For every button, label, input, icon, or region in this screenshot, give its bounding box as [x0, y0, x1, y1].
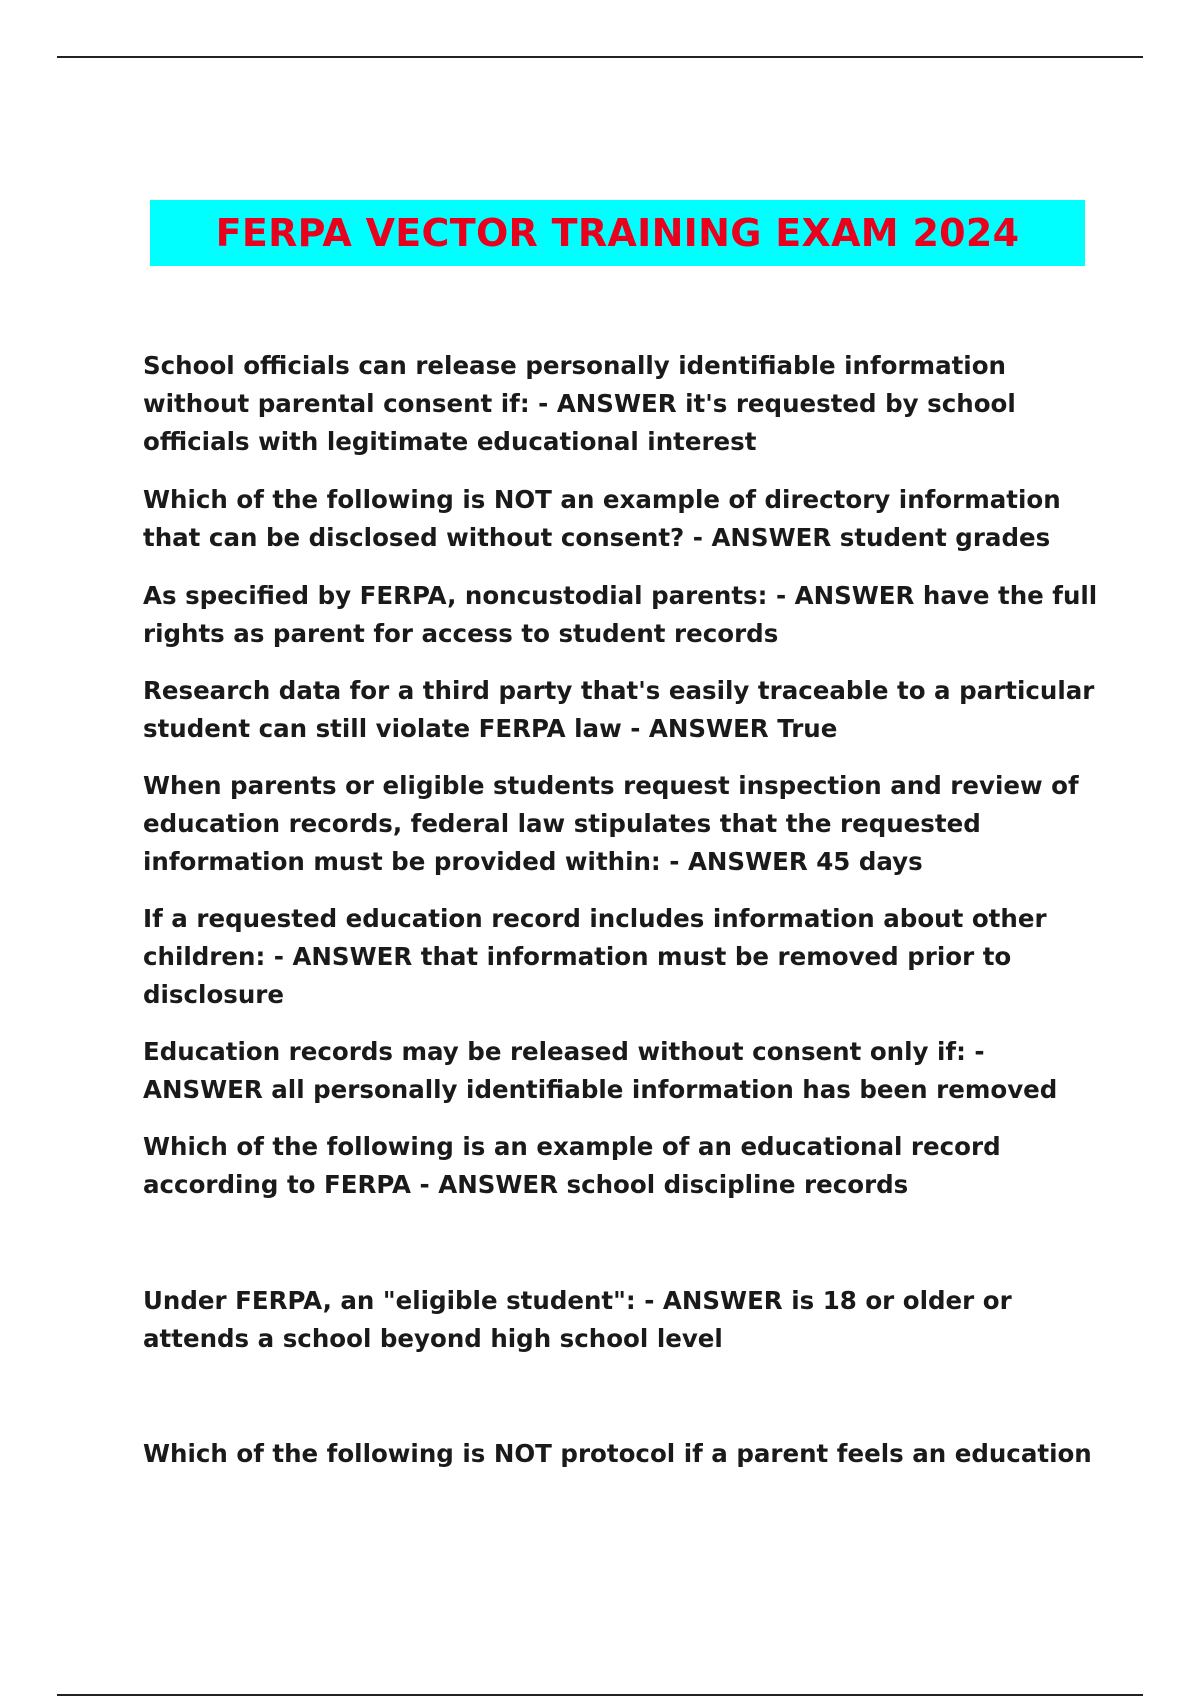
qa-item-2: Which of the following is NOT an example of directory information that can be disclosed without consent? - ANSWER student grades: [143, 485, 1061, 552]
qa-item-1: School officials can release personally identifiable information without parental consent if: - ANSWER it's requested by school officials with legitimate educational interest: [143, 351, 1016, 456]
top-divider: [57, 56, 1143, 58]
qa-item-7: Education records may be released without consent only if: - ANSWER all personally identifiable information has been removed: [143, 1037, 1058, 1104]
page-title: FERPA VECTOR TRAINING EXAM 2024: [215, 211, 1020, 255]
title-highlight: [150, 200, 1085, 266]
qa-item-4: Research data for a third party that's easily traceable to a particular student can still violate FERPA law - ANSWER True: [143, 676, 1095, 743]
qa-item-5: When parents or eligible students request inspection and review of education records, federal law stipulates that the requested information must be provided within: - ANSWER 45 days: [143, 771, 1079, 876]
qa-item-8: Which of the following is an example of an educational record according to FERPA - ANSWER school discipline records: [143, 1132, 1001, 1199]
bottom-divider: [57, 1694, 1143, 1696]
qa-item-9: Under FERPA, an "eligible student": - ANSWER is 18 or older or attends a school beyond high school level: [143, 1286, 1012, 1353]
qa-item-3: As specified by FERPA, noncustodial parents: - ANSWER have the full rights as parent for access to student records: [143, 581, 1098, 648]
qa-item-6: If a requested education record includes information about other children: - ANSWER that information must be removed prior to disclosure: [143, 904, 1047, 1009]
qa-item-10: Which of the following is NOT protocol if a parent feels an education: [143, 1439, 1092, 1468]
